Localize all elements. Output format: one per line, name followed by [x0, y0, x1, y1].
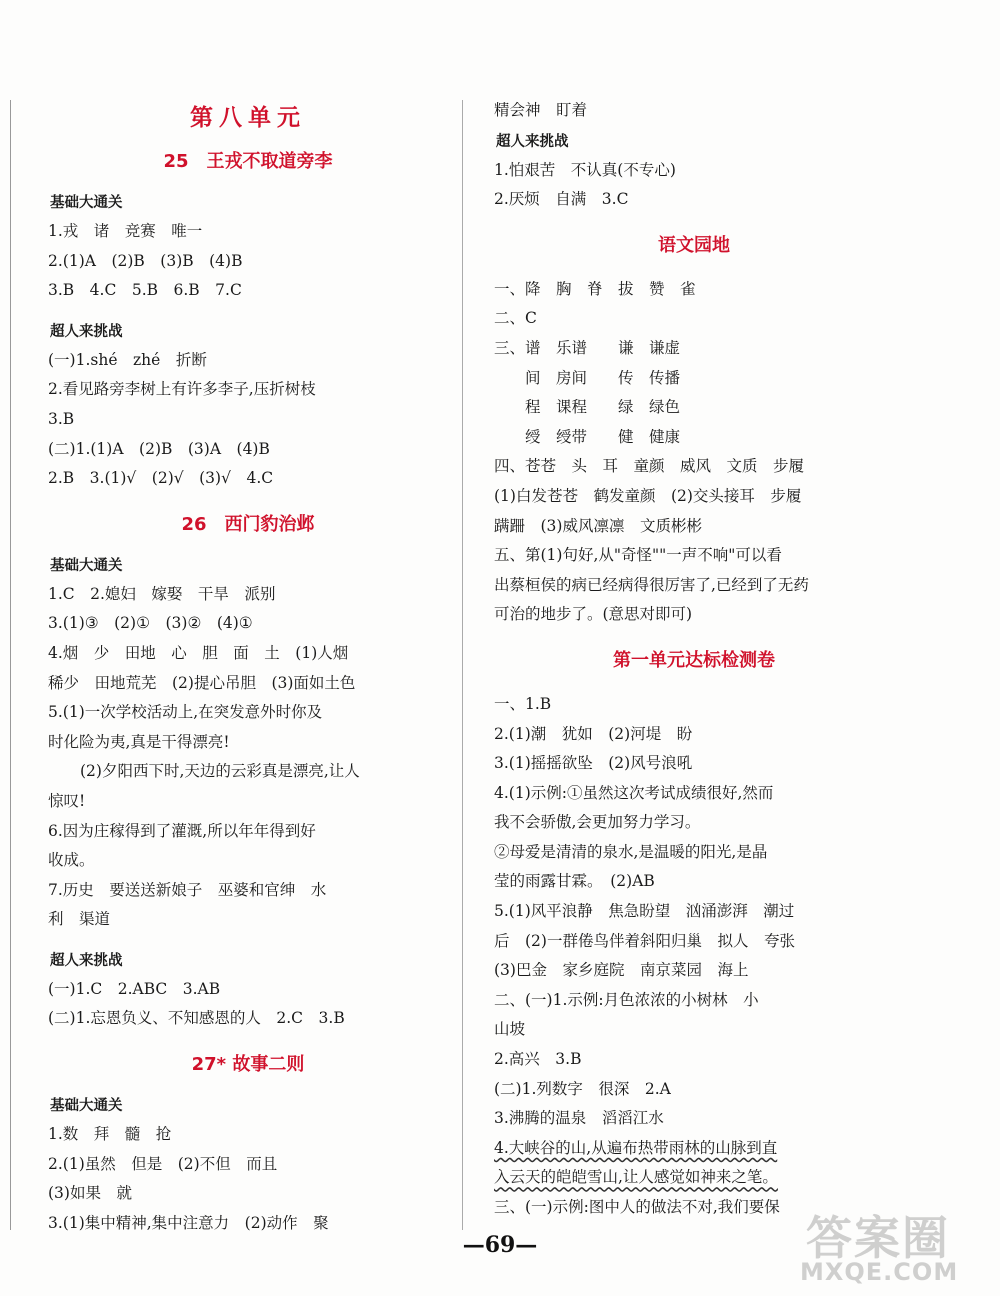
answer-line: 5.(1)一次学校活动上,在突发意外时你及	[48, 703, 323, 722]
answer-line: 3.(1)集中精神,集中注意力 (2)动作 聚	[48, 1213, 329, 1232]
answer-line: (2)夕阳西下时,天边的云彩真是漂亮,让人	[80, 762, 360, 781]
watermark-logo	[792, 1202, 982, 1288]
answer-line: 入云天的皑皑雪山,让人感觉如神来之笔。	[494, 1168, 778, 1187]
answer-line: 山坡	[494, 1020, 526, 1039]
section-super: 超人来挑战	[496, 133, 569, 150]
answer-line: 2.厌烦 自满 3.C	[494, 190, 629, 209]
answer-line: 4.烟 少 田地 心 胆 面 土 (1)人烟	[48, 643, 349, 662]
left-margin-rule	[10, 100, 11, 1230]
unit-title: 第八单元	[190, 104, 306, 131]
section-basic: 基础大通关	[50, 195, 123, 211]
answer-line: 3.沸腾的温泉 滔滔江水	[494, 1109, 664, 1128]
answer-line: (一)1.C 2.ABC 3.AB	[48, 979, 221, 998]
answer-line: 一、1.B	[494, 694, 552, 713]
answer-line: 出蔡桓侯的病已经病得很厉害了,已经到了无药	[494, 575, 809, 594]
answer-line: 2.(1)虽然 但是 (2)不但 而且	[48, 1154, 278, 1173]
answer-line: 可治的地步了。(意思对即可)	[494, 605, 693, 624]
answer-line: 3.B 4.C 5.B 6.B 7.C	[48, 281, 242, 300]
answer-line: 5.(1)风平浪静 焦急盼望 汹涌澎湃 潮过	[494, 902, 795, 921]
answer-line: 绶 绶带 健 健康	[494, 427, 681, 446]
page-number: —69—	[462, 1232, 538, 1258]
answer-line: (1)白发苍苍 鹤发童颜 (2)交头接耳 步履	[494, 486, 802, 505]
section-basic: 基础大通关	[50, 1098, 123, 1115]
left-column	[48, 95, 448, 1238]
section-basic: 基础大通关	[50, 557, 123, 574]
answer-line: 后 (2)一群倦鸟伴着斜阳归巢 拟人 夸张	[494, 931, 795, 950]
answer-line: 1.戎 诸 竞赛 唯一	[48, 222, 203, 240]
answer-line: (3)如果 就	[48, 1184, 132, 1203]
answer-line: 精会神 盯着	[494, 101, 588, 119]
answer-line: (3)巴金 家乡庭院 南京菜园 海上	[494, 961, 749, 980]
answer-line: 蹒跚 (3)威风凛凛 文质彬彬	[494, 516, 702, 535]
answer-line: 莹的雨露甘霖。 (2)AB	[494, 872, 655, 891]
section-super: 超人来挑战	[50, 323, 123, 340]
test-title: 第一单元达标检测卷	[613, 649, 775, 671]
answer-line: 五、第(1)句好,从"奇怪""一声不响"可以看	[494, 546, 782, 565]
answer-line: 三、谱 乐谱 谦 谦虚	[494, 338, 681, 357]
answer-line: 稀少 田地荒芜 (2)提心吊胆 (3)面如土色	[48, 673, 356, 692]
answer-line: 惊叹!	[48, 791, 86, 810]
answer-line: 4.(1)示例:①虽然这次考试成绩很好,然而	[494, 783, 774, 802]
answer-line: 2.看见路旁李树上有许多李子,压折树枝	[48, 380, 316, 399]
answer-line: (一)1.shé zhé 折断	[48, 350, 207, 369]
lesson-25-title: 25 王戎不取道旁李	[163, 151, 333, 172]
answer-line: 1.C 2.媳妇 嫁娶 干旱 派别	[48, 584, 276, 603]
answer-line: 程 课程 绿 绿色	[494, 398, 681, 417]
garden-title: 语文园地	[658, 234, 730, 256]
answer-line: 我不会骄傲,会更加努力学习。	[494, 813, 701, 832]
answer-line: 利 渠道	[48, 910, 111, 929]
answer-line: 3.(1)摇摇欲坠 (2)风号浪吼	[494, 754, 693, 773]
column-divider	[462, 100, 463, 1230]
answer-line: 1.数 拜 髓 抢	[48, 1125, 172, 1144]
answer-line: 2.B 3.(1)√ (2)√ (3)√ 4.C	[48, 469, 274, 488]
answer-line: 3.B	[48, 409, 75, 428]
answer-line: ②母爱是清清的泉水,是温暖的阳光,是晶	[494, 842, 768, 861]
answer-line: 2.(1)潮 犹如 (2)河堤 盼	[494, 724, 693, 743]
lesson-26-title: 26 西门豹治邺	[181, 513, 315, 535]
answer-line: (二)1.(1)A (2)B (3)A (4)B	[48, 439, 270, 458]
answer-line: (二)1.列数字 很深 2.A	[494, 1079, 671, 1098]
answer-line: 一、降 胸 脊 拔 赞 雀	[494, 279, 696, 298]
answer-line: 7.历史 要送送新娘子 巫婆和官绅 水	[48, 880, 327, 899]
answer-line: 三、(一)示例:图中人的做法不对,我们要保	[494, 1198, 780, 1216]
answer-line: 2.(1)A (2)B (3)B (4)B	[48, 251, 243, 270]
answer-line: 3.(1)③ (2)① (3)② (4)①	[48, 614, 253, 633]
answer-line: 四、苍苍 头 耳 童颜 威风 文质 步履	[494, 457, 805, 476]
watermark-mark: 答案圈	[806, 1211, 950, 1265]
answer-line: 4.大峡谷的山,从遍布热带雨林的山脉到直	[494, 1138, 778, 1157]
lesson-27-title: 27* 故事二则	[191, 1054, 305, 1076]
section-super: 超人来挑战	[50, 952, 123, 969]
answer-line: 间 房间 传 传播	[494, 368, 681, 387]
right-column	[494, 96, 894, 1223]
answer-line: (二)1.忘恩负义、不知感恩的人 2.C 3.B	[48, 1009, 345, 1028]
answer-line: 二、(一)1.示例:月色浓浓的小树林 小	[494, 990, 759, 1009]
answer-line: 2.高兴 3.B	[494, 1050, 582, 1069]
answer-line: 收成。	[48, 851, 95, 870]
answer-line: 1.怕艰苦 不认真(不专心)	[494, 160, 676, 179]
answer-line: 6.因为庄稼得到了灌溉,所以年年得到好	[48, 821, 316, 840]
answer-line: 时化险为夷,真是干得漂亮!	[48, 732, 230, 751]
watermark-site: MXQE.COM	[800, 1258, 959, 1286]
answer-line: 二、C	[494, 309, 537, 328]
